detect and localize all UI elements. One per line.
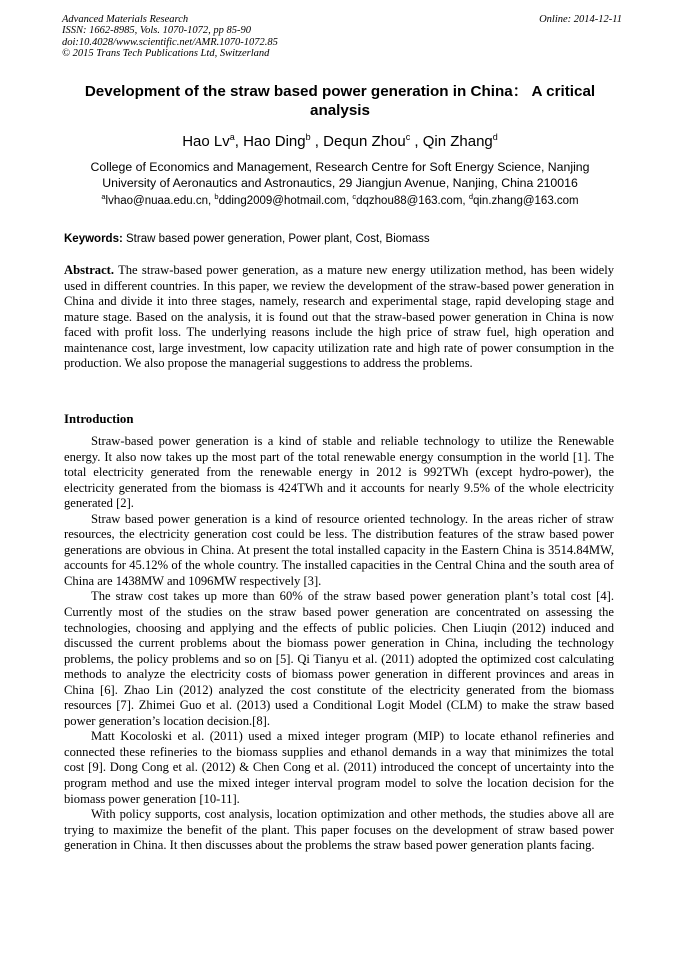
author-name: Hao Ding bbox=[243, 133, 306, 150]
email-address[interactable]: dding2009@hotmail.com bbox=[218, 195, 346, 207]
affiliation bbox=[62, 159, 618, 192]
affiliation-line: College of Economics and Management, Research Centre for Soft Energy Science, Nanjing bbox=[90, 160, 590, 174]
online-date: Online: 2014-12-11 bbox=[539, 14, 622, 25]
email-address[interactable]: qin.zhang@163.com bbox=[472, 195, 579, 207]
email-marker: c bbox=[352, 192, 357, 201]
section-heading-introduction: Introduction bbox=[64, 412, 134, 426]
abstract bbox=[64, 263, 614, 372]
email-address[interactable]: lvhao@nuaa.edu.cn bbox=[105, 195, 209, 207]
paper-title: Development of the straw based power generation in China： A critical analysis bbox=[84, 83, 596, 119]
paragraph: Matt Kocoloski et al. (2011) used a mixed integer program (MIP) to locate ethanol refineries and connected these refineries to the biomass supplies and ethanol demands in a way that minimizes the total cost [9]. Dong Cong et al. (2012) & Chen Cong et al. (2011) introduced the concept of uncertainty into the program method and use the mixed integer interval program model to solve the location decision for the biomass power generation [10-11]. bbox=[64, 729, 614, 806]
author-name: Hao Lv bbox=[182, 133, 230, 150]
keywords-label: Keywords: bbox=[64, 233, 123, 245]
email-address[interactable]: dqzhou88@163.com bbox=[356, 195, 463, 207]
journal-header bbox=[62, 14, 622, 59]
keywords bbox=[64, 232, 616, 247]
email-marker: b bbox=[214, 192, 219, 201]
abstract-label: Abstract. bbox=[64, 263, 115, 277]
email-marker: d bbox=[468, 192, 473, 201]
introduction-body bbox=[64, 434, 614, 854]
journal-name: Advanced Materials Research bbox=[62, 14, 189, 25]
paragraph: With policy supports, cost analysis, location optimization and other methods, the studies above all are trying to maximize the benefit of the plant. This paper focuses on the development of straw based power generation in China. It then discusses about the problems the straw based power generation plants facing. bbox=[64, 807, 614, 853]
author-name: Qin Zhang bbox=[422, 133, 493, 150]
author-name: Dequn Zhou bbox=[323, 133, 406, 150]
doi-line: doi:10.4028/www.scientific.net/AMR.1070-1072.85 bbox=[62, 36, 278, 48]
paragraph: Straw-based power generation is a kind of stable and reliable technology to utilize the Renewable energy. It also now takes up the most part of the total renewable energy consumption in the world [1]. The total electricity generated from the renewable energy in 2012 is 992TWh (except hydro-power), the electricity generated from the biomass is 424TWh and it accounts for nearly 9.5% of the whole electricity generated [2]. bbox=[64, 434, 614, 511]
author-list: Hao Lv$^a$, Hao Ding$^b$ , Dequn Zhou$^c$ , Qin Zhang$^d$ bbox=[182, 132, 498, 150]
copyright-line: © 2015 Trans Tech Publications Ltd, Switzerland bbox=[62, 47, 270, 59]
author-marker: b bbox=[305, 132, 311, 142]
abstract-text: The straw-based power generation, as a mature new energy utilization method, has been widely used in different countries. In this paper, we review the development of the straw-based power generation in China and divide it into three stages, namely, research and experimental stage, rapid developing stage and mature stage. Based on the analysis, it is found out that the straw-based power generation in China is now faced with profit loss. The underlying reasons include the high price of straw fuel, high operation and maintenance cost, large investment, low capacity utilization rate and high rate of power consumption in the production. We also propose the managerial suggestions to address the problems. bbox=[64, 263, 614, 371]
author-marker: d bbox=[492, 132, 498, 142]
issn-line: ISSN: 1662-8985, Vols. 1070-1072, pp 85-90 bbox=[62, 25, 251, 37]
affiliation-line: University of Aeronautics and Astronautics, 29 Jiangjun Avenue, Nanjing, China 210016 bbox=[102, 176, 578, 191]
author-emails: $^a$lvhao@nuaa.edu.cn, $^b$dding2009@hotmail.com, $^c$dqzhou88@163.com, $^d$qin.zhang@163.com bbox=[101, 192, 579, 207]
keywords-text: Straw based power generation, Power plant, Cost, Biomass bbox=[126, 233, 430, 245]
paragraph: The straw cost takes up more than 60% of the straw based power generation plant’s total cost [4]. Currently most of the studies on the straw based power generation are concentrated on assessing the technologies, choosing and applying and the effects of public policies. Chen Liuqin (2012) induced and discussed the current problems about the biomass power generation in China, including the technology problems, the policy problems and so on [5]. Qi Tianyu et al. (2011) adopted the optimized cost calculating methods to analyze the electricity costs of biomass power generation in different provinces and areas in China [6]. Zhao Lin (2012) analyzed the cost constitute of the electricity generated from the biomass resources [7]. Zhimei Guo et al. (2013) used a Conditional Logit Model (CLM) to make the straw based power generation’s location decision.[8]. bbox=[64, 589, 614, 728]
author-marker: c bbox=[405, 132, 411, 142]
author-marker: a bbox=[229, 132, 235, 142]
email-marker: a bbox=[101, 192, 106, 201]
paragraph: Straw based power generation is a kind of resource oriented technology. In the areas richer of straw resources, the electricity generation cost could be less. The distribution features of the straw based power generations are obvious in China. At present the total installed capacity in the Eastern China is 3514.84MW, accounts for 45.12% of the whole country. The installed capacities in the Central China and the south area of China are 1438MW and 1096MW respectively [3]. bbox=[64, 511, 614, 588]
